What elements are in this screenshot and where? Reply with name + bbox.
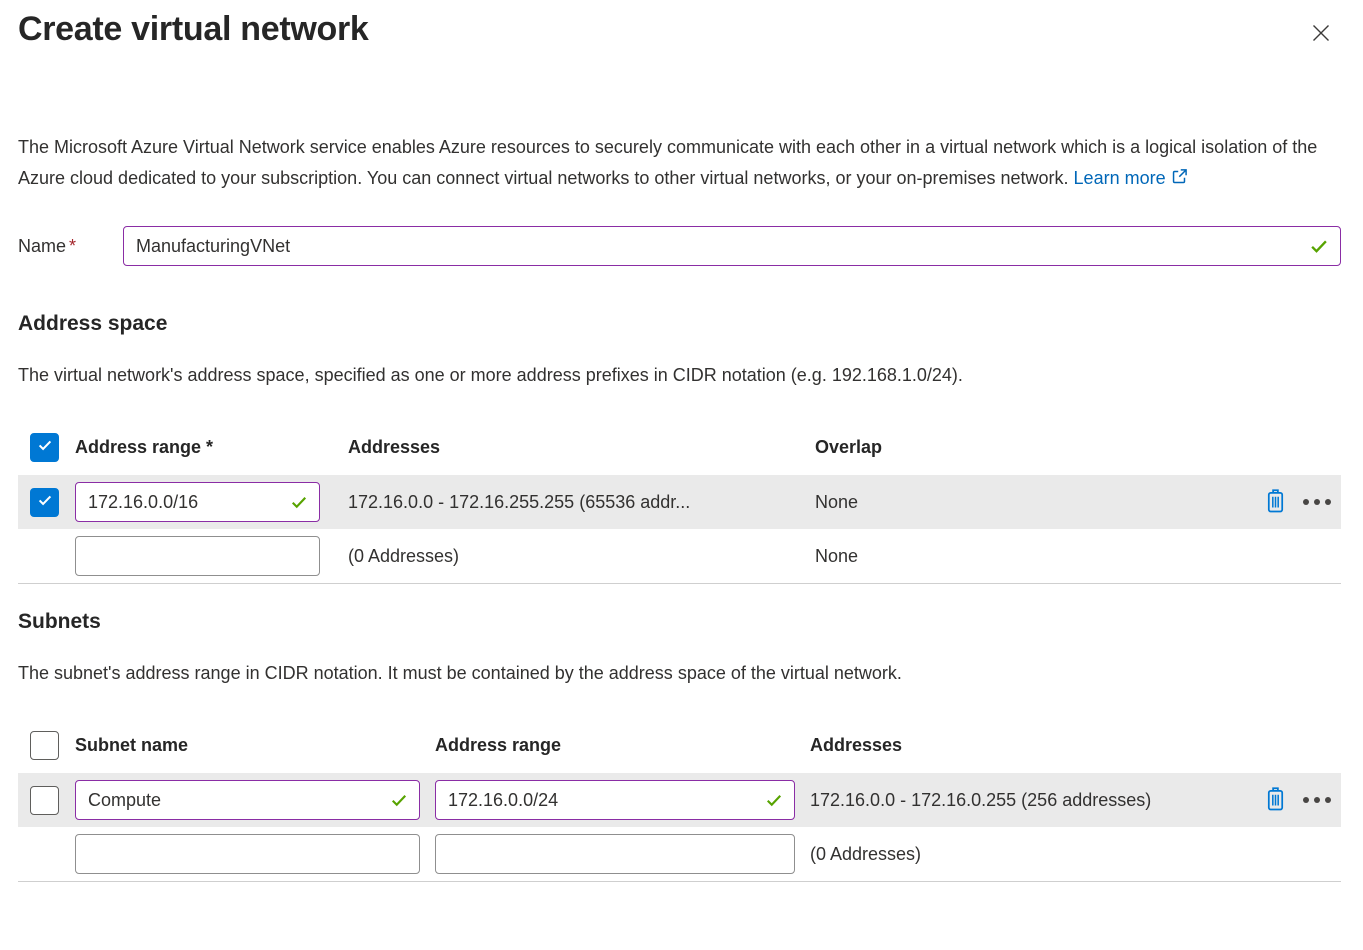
subnet-name-input[interactable] bbox=[75, 780, 420, 820]
valid-check-icon bbox=[764, 790, 784, 810]
name-input[interactable] bbox=[123, 226, 1341, 266]
valid-check-icon bbox=[289, 492, 309, 512]
external-link-icon bbox=[1171, 163, 1188, 194]
address-range-input[interactable] bbox=[75, 482, 320, 522]
subnet-empty-row bbox=[18, 827, 1341, 881]
ellipsis-icon bbox=[1303, 797, 1331, 803]
check-icon bbox=[36, 491, 54, 514]
subnet-row bbox=[18, 773, 1341, 827]
col-header-subnet-address-range: Address range bbox=[435, 734, 562, 755]
required-asterisk: * bbox=[69, 235, 77, 256]
check-icon bbox=[36, 436, 54, 459]
overlap-value: None bbox=[815, 545, 859, 566]
name-label bbox=[18, 236, 123, 257]
subnets-table bbox=[18, 717, 1341, 882]
new-subnet-name-input[interactable] bbox=[75, 834, 420, 874]
new-address-range-input[interactable] bbox=[75, 536, 320, 576]
overlap-value: None bbox=[815, 491, 859, 512]
valid-check-icon bbox=[389, 790, 409, 810]
delete-subnet-button[interactable] bbox=[1262, 784, 1289, 817]
subnets-table-header bbox=[18, 717, 1341, 773]
valid-check-icon bbox=[1308, 235, 1330, 257]
new-subnet-address-range-input[interactable] bbox=[435, 834, 795, 874]
trash-icon bbox=[1264, 786, 1287, 815]
close-icon bbox=[1312, 24, 1330, 45]
subnet-row-checkbox[interactable] bbox=[30, 786, 59, 815]
subnets-description: The subnet's address range in CIDR notation. It must be contained by the address space of the virtual network. bbox=[18, 663, 902, 683]
close-button[interactable] bbox=[1303, 16, 1339, 52]
delete-address-range-button[interactable] bbox=[1262, 486, 1289, 519]
select-all-address-ranges-checkbox[interactable] bbox=[30, 433, 59, 462]
intro-paragraph bbox=[18, 132, 1338, 194]
name-label-text: Name bbox=[18, 235, 67, 256]
address-space-table bbox=[18, 419, 1341, 584]
address-range-row bbox=[18, 475, 1341, 529]
col-header-overlap: Overlap bbox=[815, 436, 883, 457]
address-space-table-header bbox=[18, 419, 1341, 475]
select-all-subnets-checkbox[interactable] bbox=[30, 731, 59, 760]
page-title: Create virtual network bbox=[18, 10, 369, 48]
ellipsis-icon bbox=[1303, 499, 1331, 505]
col-header-subnet-addresses: Addresses bbox=[810, 734, 903, 755]
subnet-addresses-value: (0 Addresses) bbox=[810, 843, 922, 864]
col-header-subnet-name: Subnet name bbox=[75, 734, 189, 755]
panel-header bbox=[18, 0, 1341, 48]
subnets-heading: Subnets bbox=[18, 610, 101, 633]
address-range-empty-row bbox=[18, 529, 1341, 583]
address-space-description: The virtual network's address space, specified as one or more address prefixes in CIDR notation (e.g. 192.168.1.0/24). bbox=[18, 365, 963, 385]
trash-icon bbox=[1264, 488, 1287, 517]
learn-more-link[interactable] bbox=[1074, 163, 1188, 194]
subnet-row-menu-button[interactable] bbox=[1301, 795, 1333, 805]
addresses-value: 172.16.0.0 - 172.16.255.255 (65536 addr... bbox=[348, 491, 691, 512]
subnet-address-range-input[interactable] bbox=[435, 780, 795, 820]
address-space-heading: Address space bbox=[18, 312, 168, 335]
subnet-addresses-value: 172.16.0.0 - 172.16.0.255 (256 addresses) bbox=[810, 789, 1152, 810]
intro-text: The Microsoft Azure Virtual Network service enables Azure resources to securely communicate with each other in a virtual network which is a logical isolation of the Azure cloud dedicated to your subscription. You can connect virtual networks to other virtual networks, or your on-premises network. bbox=[18, 137, 1318, 188]
address-range-row-menu-button[interactable] bbox=[1301, 497, 1333, 507]
name-field-row bbox=[18, 226, 1341, 266]
learn-more-label: Learn more bbox=[1073, 168, 1166, 188]
col-header-address-range: Address range * bbox=[75, 436, 214, 457]
col-header-addresses: Addresses bbox=[348, 436, 441, 457]
address-range-row-checkbox[interactable] bbox=[30, 488, 59, 517]
addresses-value: (0 Addresses) bbox=[348, 545, 460, 566]
